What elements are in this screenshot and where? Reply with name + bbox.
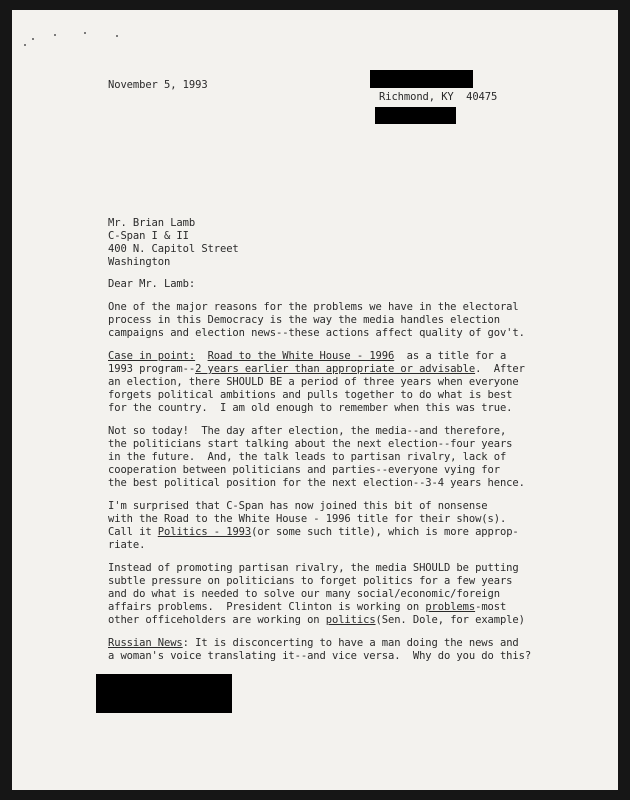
problems-word: problems	[425, 601, 476, 613]
politics-1993-title: Politics - 1993	[157, 526, 252, 538]
most-text: -most	[475, 601, 507, 613]
paragraph-5-line	[108, 601, 506, 614]
letter-page	[12, 10, 618, 790]
call-it-text: Call it	[108, 526, 158, 538]
salutation: Dear Mr. Lamb:	[108, 278, 196, 290]
affairs-text: affairs problems. President Clinton is working on	[108, 601, 426, 613]
politics-word: politics	[325, 614, 376, 626]
russian-news-label: Russian News	[108, 637, 183, 649]
paragraph-4-line	[108, 526, 519, 539]
redacted-sender-name	[370, 70, 473, 88]
scan-speck	[24, 44, 26, 46]
letter-date: November 5, 1993	[108, 79, 208, 91]
scan-speck	[116, 35, 118, 37]
paragraph-2-line: for the country. I am old enough to remember when this was true.	[108, 402, 513, 414]
paragraph-1-line: process in this Democracy is the way the media handles election	[108, 314, 500, 326]
paragraph-2-line: forgets political ambitions and pulls together to do what is best	[108, 389, 513, 401]
paragraph-6-line	[108, 637, 519, 650]
recipient-line: Washington	[108, 256, 171, 268]
redacted-signature	[96, 674, 232, 713]
paragraph-2-line	[108, 350, 506, 363]
after-text: . After	[475, 363, 525, 375]
redacted-sender-address	[375, 107, 456, 124]
paragraph-4-line: with the Road to the White House - 1996 title for their show(s).	[108, 513, 507, 525]
case-in-point-label: Case in point:	[108, 350, 196, 362]
paragraph-3-line: the politicians start talking about the next election--four years	[108, 438, 513, 450]
case-title: Road to the White House - 1996	[207, 350, 395, 362]
recipient-line: 400 N. Capitol Street	[108, 243, 239, 255]
paragraph-1-line: One of the major reasons for the problems we have in the electoral	[108, 301, 519, 313]
recipient-line: Mr. Brian Lamb	[108, 217, 196, 229]
paragraph-3-line: cooperation between politicians and parties--everyone vying for	[108, 464, 500, 476]
paragraph-3-line: the best political position for the next election--3-4 years hence.	[108, 477, 525, 489]
paragraph-5-line	[108, 614, 525, 627]
paragraph-4-line: riate.	[108, 539, 146, 551]
scan-speck	[54, 34, 56, 36]
paragraph-5-line: subtle pressure on politicians to forget politics for a few years	[108, 575, 513, 587]
recipient-line: C-Span I & II	[108, 230, 189, 242]
paragraph-6-line: a woman's voice translating it--and vice versa. Why do you do this?	[108, 650, 532, 662]
underlined-years-phrase: 2 years earlier than appropriate or advisable	[195, 363, 476, 375]
paragraph-5-line: and do what is needed to solve our many social/economic/foreign	[108, 588, 500, 600]
paragraph-2-line	[108, 363, 525, 376]
paragraph-2-line: an election, there SHOULD BE a period of three years when everyone	[108, 376, 519, 388]
scan-speck	[84, 32, 86, 34]
paragraph-5-line: Instead of promoting partisan rivalry, the media SHOULD be putting	[108, 562, 519, 574]
title-suggestion-text: (or some such title), which is more approp-	[251, 526, 519, 538]
case-line-rest: as a title for a	[406, 350, 507, 362]
scan-speck	[32, 38, 34, 40]
paragraph-3-line: in the future. And, the talk leads to partisan rivalry, lack of	[108, 451, 507, 463]
program-text: 1993 program--	[108, 363, 196, 375]
paragraph-3-line: Not so today! The day after election, the media--and therefore,	[108, 425, 507, 437]
russian-news-text: : It is disconcerting to have a man doing the news and	[182, 637, 519, 649]
sender-city: Richmond, KY 40475	[379, 91, 498, 103]
dole-example-text: (Sen. Dole, for example)	[375, 614, 525, 626]
paragraph-1-line: campaigns and election news--these actions affect quality of gov't.	[108, 327, 525, 339]
paragraph-4-line: I'm surprised that C-Span has now joined this bit of nonsense	[108, 500, 488, 512]
officeholders-text: other officeholders are working on	[108, 614, 326, 626]
